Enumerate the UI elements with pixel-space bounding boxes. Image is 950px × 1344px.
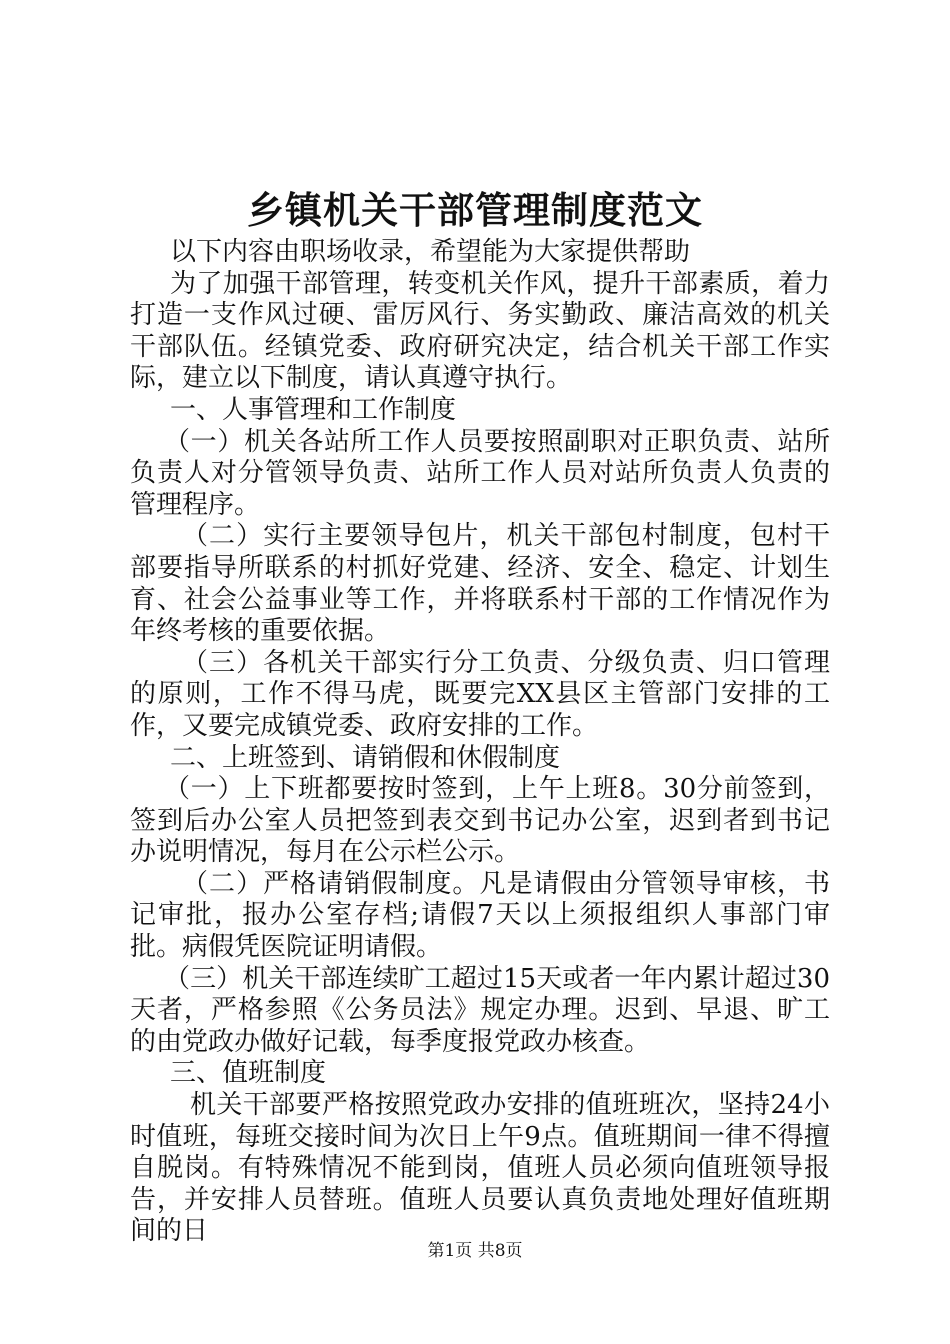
section-3-item-1: 机关干部要严格按照党政办安排的值班班次，坚持24小时值班，每班交接时间为次日上午9点。值班期间一律不得擅自脱岗。有特殊情况不能到岗，值班人员必须向值班领导报告，并安排人员替班。值班人员要认真负责地处理好值班期间的日 <box>130 1090 830 1247</box>
section-1-item-1: （一）机关各站所工作人员要按照副职对正职负责、站所负责人对分管领导负责、站所工作人员对站所负责人负责的管理程序。 <box>130 426 830 520</box>
section-1-item-3: （三）各机关干部实行分工负责、分级负责、归口管理的原则，工作不得马虎，既要完XX县区主管部门安排的工作，又要完成镇党委、政府安排的工作。 <box>130 647 830 741</box>
section-1-item-2: （二）实行主要领导包片，机关干部包村制度，包村干部要指导所联系的村抓好党建、经济、安全、稳定、计划生育、社会公益事业等工作，并将联系村干部的工作情况作为年终考核的重要依据。 <box>130 521 830 647</box>
section-2-item-3: （三）机关干部连续旷工超过15天或者一年内累计超过30天者，严格参照《公务员法》规定办理。迟到、早退、旷工的由党政办做好记载，每季度报党政办核查。 <box>130 963 830 1057</box>
section-2-item-2: （二）严格请销假制度。凡是请假由分管领导审核，书记审批，报办公室存档;请假7天以上须报组织人事部门审批。病假凭医院证明请假。 <box>130 868 830 963</box>
preface-paragraph: 为了加强干部管理，转变机关作风，提升干部素质，着力打造一支作风过硬、雷厉风行、务实勤政、廉洁高效的机关干部队伍。经镇党委、政府研究决定，结合机关干部工作实际，建立以下制度，请认真遵守执行。 <box>130 268 830 394</box>
page-footer: 第1页 共8页 <box>427 1241 523 1261</box>
document-body <box>130 237 830 1248</box>
document-title: 乡镇机关干部管理制度范文 <box>247 188 703 232</box>
section-heading-1: 一、人事管理和工作制度 <box>170 394 457 425</box>
intro-paragraph: 以下内容由职场收录，希望能为大家提供帮助 <box>170 237 691 267</box>
section-heading-3: 三、值班制度 <box>170 1058 327 1089</box>
section-heading-2: 二、上班签到、请销假和休假制度 <box>170 742 561 773</box>
section-2-item-1: （一）上下班都要按时签到，上午上班8。30分前签到，签到后办公室人员把签到表交到书记办公室，迟到者到书记办说明情况，每月在公示栏公示。 <box>130 774 830 868</box>
